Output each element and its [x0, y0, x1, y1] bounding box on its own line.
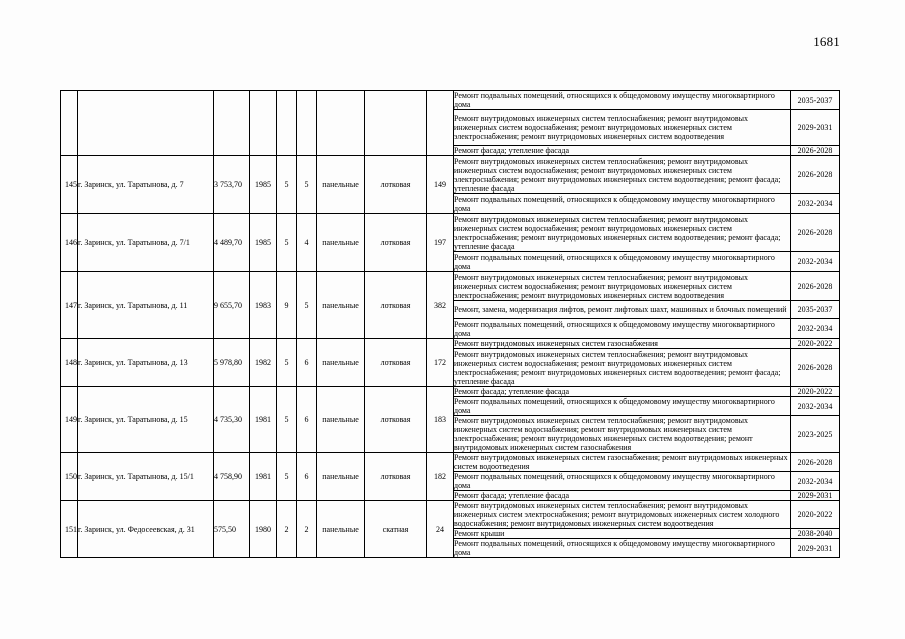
year-cell: 1983 [250, 272, 277, 339]
work-description-cell: Ремонт подвальных помещений, относящихся к общедомовому имуществу многоквартирного дома [454, 91, 791, 110]
residents-cell: 24 [427, 501, 454, 558]
roof-cell: лотковая [365, 156, 427, 214]
table-row [61, 453, 840, 472]
table-body [61, 91, 840, 558]
work-period-cell: 2038-2040 [791, 529, 840, 539]
floors-cell: 5 [277, 214, 297, 272]
row-number-cell: 147 [61, 272, 78, 339]
address-cell: г. Заринск, ул. Федосеевская, д. 31 [78, 501, 214, 558]
walls-cell: панельные [317, 156, 365, 214]
row-number-cell: 146 [61, 214, 78, 272]
work-period-cell: 2020-2022 [791, 387, 840, 397]
address-cell: г. Заринск, ул. Таратынова, д. 13 [78, 339, 214, 387]
capital-repair-table [60, 90, 840, 558]
work-description-cell: Ремонт внутридомовых инженерных систем теплоснабжения; ремонт внутридомовых инженерных систем водоснабжения; ремонт внутридомовых инженерных систем электроснабжения; ремонт внутридомовых инженерных систем водоотведения [454, 272, 791, 301]
floors-cell: 5 [277, 339, 297, 387]
residents-cell: 382 [427, 272, 454, 339]
residents-cell: 172 [427, 339, 454, 387]
work-period-cell: 2029-2031 [791, 539, 840, 558]
floors-cell: 9 [277, 272, 297, 339]
walls-cell: панельные [317, 214, 365, 272]
table-row [61, 501, 840, 529]
work-description-cell: Ремонт внутридомовых инженерных систем газоснабжения [454, 339, 791, 349]
row-number-cell: 149 [61, 387, 78, 453]
year-cell [250, 91, 277, 156]
residents-cell: 183 [427, 387, 454, 453]
year-cell: 1980 [250, 501, 277, 558]
work-period-cell: 2035-2037 [791, 91, 840, 110]
year-cell: 1985 [250, 214, 277, 272]
work-period-cell: 2029-2031 [791, 110, 840, 146]
address-cell [78, 91, 214, 156]
entrances-cell [297, 91, 317, 156]
address-cell: г. Заринск, ул. Таратынова, д. 7 [78, 156, 214, 214]
work-description-cell: Ремонт внутридомовых инженерных систем газоснабжения; ремонт внутридомовых инженерных систем водоотведения [454, 453, 791, 472]
work-period-cell: 2023-2025 [791, 416, 840, 453]
work-period-cell: 2032-2034 [791, 472, 840, 491]
row-number-cell: 150 [61, 453, 78, 501]
area-cell: 4 758,90 [214, 453, 250, 501]
floors-cell: 5 [277, 453, 297, 501]
work-description-cell: Ремонт внутридомовых инженерных систем теплоснабжения; ремонт внутридомовых инженерных систем водоснабжения; ремонт внутридомовых инженерных систем электроснабжения; ремонт внутридомовых инженерных систем водоотведения [454, 110, 791, 146]
area-cell: 575,50 [214, 501, 250, 558]
work-period-cell: 2032-2034 [791, 252, 840, 272]
address-cell: г. Заринск, ул. Таратынова, д. 7/1 [78, 214, 214, 272]
work-description-cell: Ремонт внутридомовых инженерных систем теплоснабжения; ремонт внутридомовых инженерных систем электроснабжения; ремонт внутридомовых инженерных систем холодного водоснабжения; ремонт внутридомовых инженерных систем водоотведения [454, 501, 791, 529]
roof-cell: лотковая [365, 339, 427, 387]
year-cell: 1982 [250, 339, 277, 387]
table-row [61, 156, 840, 194]
work-description-cell: Ремонт фасада; утепление фасада [454, 491, 791, 501]
roof-cell: лотковая [365, 214, 427, 272]
floors-cell: 5 [277, 156, 297, 214]
work-description-cell: Ремонт фасада; утепление фасада [454, 146, 791, 156]
row-number-cell: 145 [61, 156, 78, 214]
work-description-cell: Ремонт, замена, модернизация лифтов, ремонт лифтовых шахт, машинных и блочных помещений [454, 301, 791, 319]
walls-cell: панельные [317, 339, 365, 387]
work-period-cell: 2032-2034 [791, 194, 840, 214]
walls-cell: панельные [317, 501, 365, 558]
work-period-cell: 2035-2037 [791, 301, 840, 319]
work-description-cell: Ремонт внутридомовых инженерных систем теплоснабжения; ремонт внутридомовых инженерных систем водоснабжения; ремонт внутридомовых инженерных систем электроснабжения; ремонт внутридомовых инженерных систем водоотведения; ремонт внутридомовых инженерных систем газоснабжения [454, 416, 791, 453]
work-description-cell: Ремонт подвальных помещений, относящихся к общедомовому имуществу многоквартирного дома [454, 397, 791, 416]
work-period-cell: 2029-2031 [791, 491, 840, 501]
area-cell: 4 735,30 [214, 387, 250, 453]
work-period-cell: 2020-2022 [791, 501, 840, 529]
work-description-cell: Ремонт крыши [454, 529, 791, 539]
area-cell: 9 655,70 [214, 272, 250, 339]
work-period-cell: 2026-2028 [791, 214, 840, 252]
area-cell: 4 489,70 [214, 214, 250, 272]
year-cell: 1981 [250, 387, 277, 453]
residents-cell: 149 [427, 156, 454, 214]
work-period-cell: 2032-2034 [791, 319, 840, 339]
address-cell: г. Заринск, ул. Таратынова, д. 15 [78, 387, 214, 453]
address-cell: г. Заринск, ул. Таратынова, д. 11 [78, 272, 214, 339]
walls-cell: панельные [317, 272, 365, 339]
year-cell: 1981 [250, 453, 277, 501]
work-period-cell: 2020-2022 [791, 339, 840, 349]
work-period-cell: 2026-2028 [791, 146, 840, 156]
residents-cell: 182 [427, 453, 454, 501]
table-row [61, 214, 840, 252]
roof-cell: лотковая [365, 272, 427, 339]
table-row [61, 91, 840, 110]
row-number-cell: 148 [61, 339, 78, 387]
roof-cell [365, 91, 427, 156]
page-number: 1681 [813, 34, 840, 49]
roof-cell: лотковая [365, 387, 427, 453]
work-period-cell: 2026-2028 [791, 272, 840, 301]
residents-cell: 197 [427, 214, 454, 272]
area-cell [214, 91, 250, 156]
work-description-cell: Ремонт подвальных помещений, относящихся к общедомовому имуществу многоквартирного дома [454, 194, 791, 214]
work-period-cell: 2026-2028 [791, 453, 840, 472]
area-cell: 5 978,80 [214, 339, 250, 387]
work-description-cell: Ремонт внутридомовых инженерных систем теплоснабжения; ремонт внутридомовых инженерных систем водоснабжения; ремонт внутридомовых инженерных систем электроснабжения; ремонт внутридомовых инженерных систем водоотведения; ремонт фасада; утепление фасада [454, 156, 791, 194]
entrances-cell: 6 [297, 453, 317, 501]
work-period-cell: 2032-2034 [791, 397, 840, 416]
work-description-cell: Ремонт подвальных помещений, относящихся к общедомовому имуществу многоквартирного дома [454, 319, 791, 339]
walls-cell [317, 91, 365, 156]
work-period-cell: 2026-2028 [791, 349, 840, 387]
entrances-cell: 6 [297, 339, 317, 387]
floors-cell: 2 [277, 501, 297, 558]
year-cell: 1985 [250, 156, 277, 214]
entrances-cell: 4 [297, 214, 317, 272]
floors-cell [277, 91, 297, 156]
row-number-cell: 151 [61, 501, 78, 558]
walls-cell: панельные [317, 387, 365, 453]
work-description-cell: Ремонт подвальных помещений, относящихся к общедомовому имуществу многоквартирного дома [454, 539, 791, 558]
table-row [61, 387, 840, 397]
work-description-cell: Ремонт подвальных помещений, относящихся к общедомовому имуществу многоквартирного дома [454, 252, 791, 272]
roof-cell: скатная [365, 501, 427, 558]
entrances-cell: 6 [297, 387, 317, 453]
table-row [61, 339, 840, 349]
work-description-cell: Ремонт подвальных помещений, относящихся к общедомовому имуществу многоквартирного дома [454, 472, 791, 491]
walls-cell: панельные [317, 453, 365, 501]
row-number-cell [61, 91, 78, 156]
roof-cell: лотковая [365, 453, 427, 501]
entrances-cell: 2 [297, 501, 317, 558]
area-cell: 3 753,70 [214, 156, 250, 214]
residents-cell [427, 91, 454, 156]
address-cell: г. Заринск, ул. Таратынова, д. 15/1 [78, 453, 214, 501]
entrances-cell: 5 [297, 272, 317, 339]
work-description-cell: Ремонт внутридомовых инженерных систем теплоснабжения; ремонт внутридомовых инженерных систем водоснабжения; ремонт внутридомовых инженерных систем электроснабжения; ремонт внутридомовых инженерных систем водоотведения; ремонт фасада; утепление фасада [454, 349, 791, 387]
entrances-cell: 5 [297, 156, 317, 214]
work-description-cell: Ремонт фасада; утепление фасада [454, 387, 791, 397]
work-description-cell: Ремонт внутридомовых инженерных систем теплоснабжения; ремонт внутридомовых инженерных систем водоснабжения; ремонт внутридомовых инженерных систем электроснабжения; ремонт внутридомовых инженерных систем водоотведения; ремонт фасада; утепление фасада [454, 214, 791, 252]
table-row [61, 272, 840, 301]
work-period-cell: 2026-2028 [791, 156, 840, 194]
floors-cell: 5 [277, 387, 297, 453]
